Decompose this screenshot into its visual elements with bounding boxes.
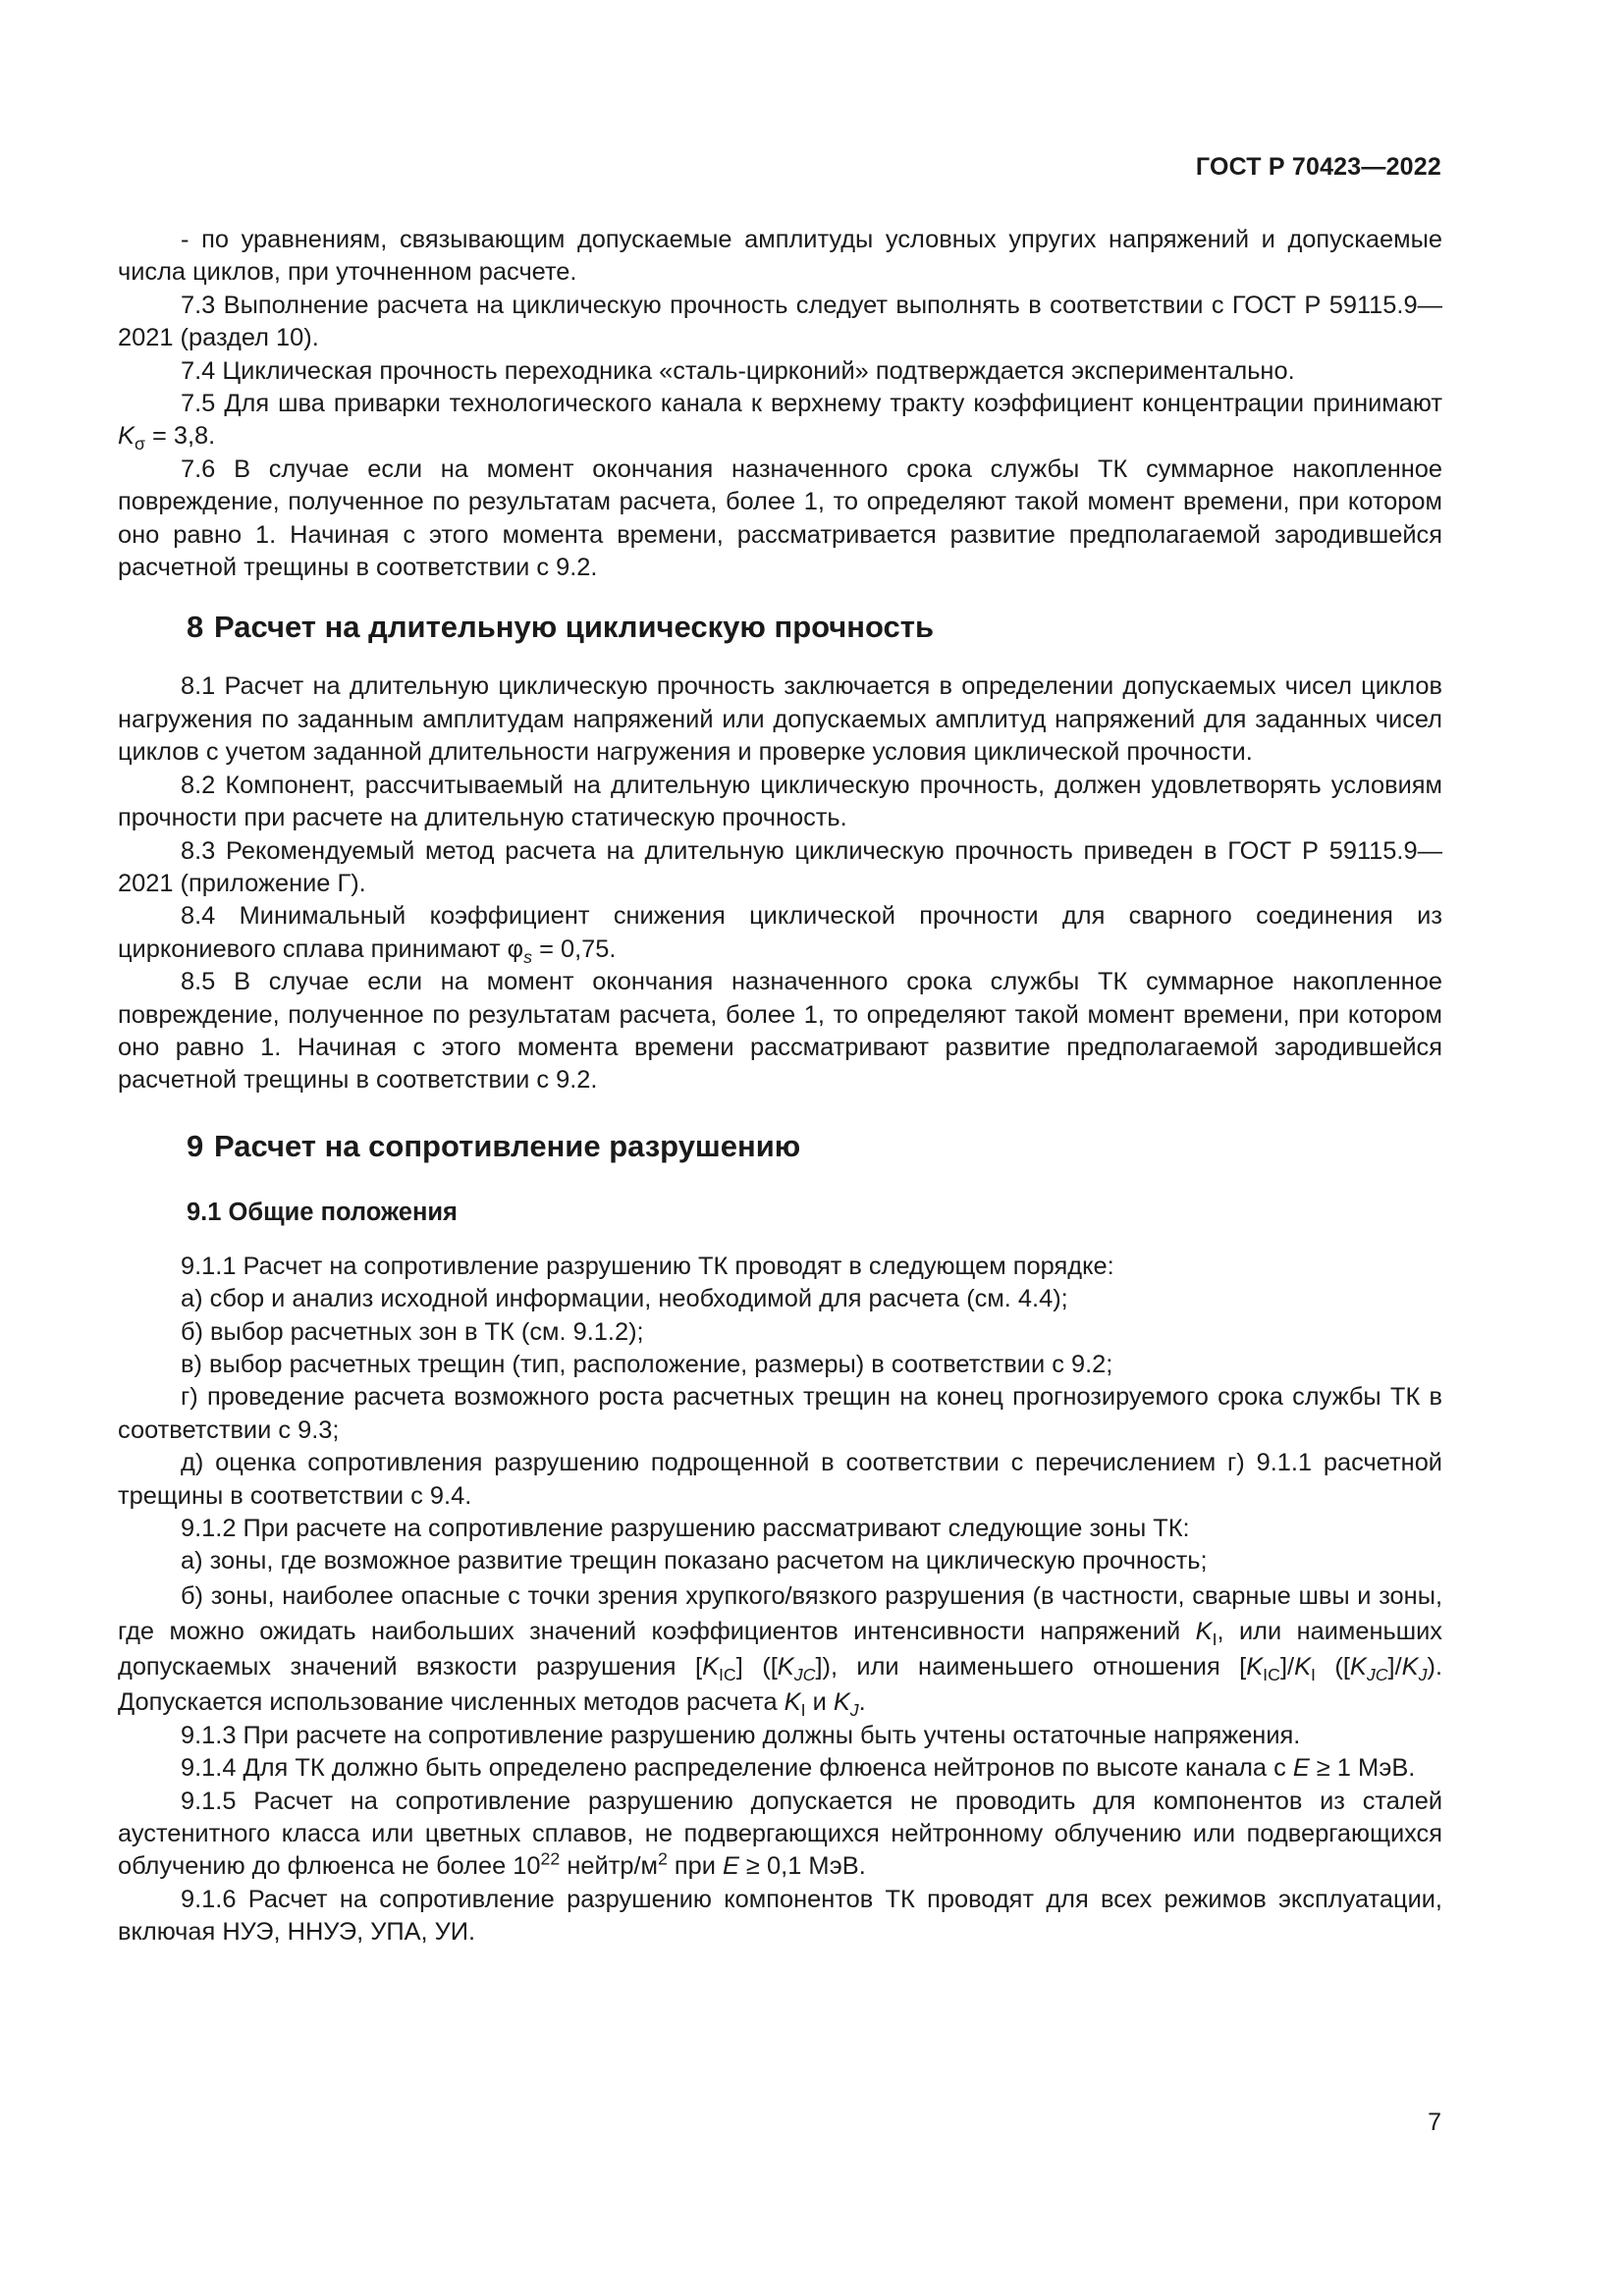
subscript: J [1418,1664,1428,1684]
paragraph-8-1: 8.1 Расчет на длительную циклическую прочность заключается в определении допускаемых чисел циклов нагружения по заданным амплитудам напряжений или допускаемых амплитуд напряжений для заданных чисел циклов с учетом заданной длительности нагружения и проверке условия циклической прочности. [118,672,1442,767]
paragraph-text: ]), или наименьшего отношения [ [815,1652,1247,1681]
paragraph-text: 7.5 Для шва приварки технологического канала к верхнему тракту коэффициент концентрации принимают [181,390,1442,418]
symbol-e: E [723,1852,739,1881]
list-item-a: а) сбор и анализ исходной информации, необходимой для расчета (см. 4.4); [181,1285,1068,1313]
section-number: 8 [187,610,204,645]
symbol-k: K [833,1687,850,1716]
subscript: JC [793,1664,816,1684]
symbol-k: K [784,1687,801,1716]
paragraph-text: 9.1.5 Расчет на сопротивление разрушению допускается не проводить для компонентов из сталей аустенитного класса или цветных сплавов, не подвергающихся нейтронному облучению или подвергающихся облучению до флюенса не более 10 [118,1787,1442,1881]
paragraph-text: ). Допускается использование численных методов расчета [118,1652,1442,1716]
paragraph-9-1-1: 9.1.1 Расчет на сопротивление разрушению ТК проводят в следующем порядке: [181,1252,1114,1280]
subsection-9-1-heading: 9.1 Общие положения [187,1198,458,1226]
document-body [118,224,1442,1949]
paragraph-text: = 3,8. [144,422,216,451]
paragraph-text: ≥ 0,1 МэВ. [738,1852,866,1881]
paragraph-text: ≥ 1 МэВ. [1309,1754,1416,1783]
paragraph-9-1-2-b [118,1578,1442,1720]
subscript: I [1212,1629,1218,1649]
subscript: I [800,1699,806,1720]
section-8-heading [187,608,1442,647]
paragraph-intro: - по уравнениям, связывающим допускаемые амплитуды условных упругих напряжений и допускаемые числа циклов, при уточненном расчете. [118,226,1442,287]
paragraph-8-3: 8.3 Рекомендуемый метод расчета на длительную циклическую прочность приведен в ГОСТ Р 59115.9—2021 (приложение Г). [118,836,1442,897]
superscript: 22 [540,1848,561,1869]
paragraph-7-5 [118,388,1442,454]
symbol-k: K [1294,1652,1311,1681]
subscript: JC [1366,1664,1388,1684]
symbol-k: K [1401,1652,1419,1681]
section-9-heading [187,1127,1442,1166]
symbol-k: K [777,1652,794,1681]
paragraph-text: ]/ [1387,1652,1402,1681]
subscript: J [849,1699,859,1720]
paragraph-8-5: 8.5 В случае если на момент окончания назначенного срока службы ТК суммарное накопленное повреждение, полученное по результатам расчета, более 1, то определяют такой момент времени, при котором оно равно 1. Начиная с этого момента времени рассматривают развитие предполагаемой зародившейся расчетной трещины в соответствии с 9.2. [118,968,1442,1095]
symbol-k: K [1195,1617,1213,1645]
paragraph-9-1-5 [118,1786,1442,1884]
subscript: σ [134,434,145,454]
list-item-g: г) проведение расчета возможного роста расчетных трещин на конец прогнозируемого срока службы ТК в соответствии с 9.3; [118,1383,1442,1444]
subscript: IC [719,1664,736,1684]
paragraph-text: 8.4 Минимальный коэффициент снижения циклической прочности для сварного соединения из циркониевого сплава принимают [118,902,1442,963]
document-header: ГОСТ Р 70423—2022 [1195,153,1441,181]
section-title: Расчет на сопротивление разрушению [214,1128,801,1163]
list-item-v: в) выбор расчетных трещин (тип, расположение, размеры) в соответствии с 9.2; [181,1350,1113,1378]
paragraph-9-1-6: 9.1.6 Расчет на сопротивление разрушению компонентов ТК проводят для всех режимов эксплуатации, включая НУЭ, ННУЭ, УПА, УИ. [118,1885,1442,1947]
subscript: IC [1263,1664,1280,1684]
paragraph-9-1-4 [118,1752,1442,1785]
symbol-k: K [1246,1652,1264,1681]
paragraph-text: б) зоны, наиболее опасные с точки зрения хрупкого/вязкого разрушения (в частности, сварные швы и зоны, где можно ожидать наибольших значений коэффициентов интенсивности напряжений [118,1581,1442,1645]
section-number: 9 [187,1128,204,1163]
paragraph-text: . [858,1687,866,1716]
superscript: 2 [657,1848,668,1869]
paragraph-8-2: 8.2 Компонент, рассчитываемый на длительную циклическую прочность, должен удовлетворять условиям прочности при расчете на длительную статическую прочность. [118,771,1442,832]
symbol-e: E [1292,1754,1310,1783]
paragraph-9-1-3: 9.1.3 При расчете на сопротивление разрушению должны быть учтены остаточные напряжения. [181,1721,1301,1749]
paragraph-9-1-2: 9.1.2 При расчете на сопротивление разрушению рассматривают следующие зоны ТК: [181,1515,1190,1542]
paragraph-text: при [667,1852,724,1881]
list-item-b: б) выбор расчетных зон в ТК (см. 9.1.2); [181,1317,644,1346]
symbol-k: K [1349,1652,1367,1681]
page-number: 7 [1428,2109,1441,2136]
paragraph-7-4: 7.4 Циклическая прочность переходника «сталь-цирконий» подтверждается экспериментально. [181,356,1295,385]
paragraph-text: = 0,75. [532,934,617,963]
symbol-phi: φ [507,934,524,963]
paragraph-text: ] ([ [735,1652,778,1681]
paragraph-text: ]/ [1279,1652,1295,1681]
paragraph-8-4 [118,900,1442,966]
symbol-k: K [118,422,135,451]
paragraph-text: ([ [1315,1652,1350,1681]
paragraph-9-1-2-a: а) зоны, где возможное развитие трещин показано расчетом на циклическую прочность; [181,1547,1208,1575]
paragraph-text: 9.1.4 Для ТК должно быть определено распределение флюенса нейтронов по высоте канала с [181,1754,1293,1783]
paragraph-7-6: 7.6 В случае если на момент окончания назначенного срока службы ТК суммарное накопленное повреждение, полученное по результатам расчета, более 1, то определяют такой момент времени, при котором оно равно 1. Начиная с этого момента времени, рассматривается развитие предполагаемой зародившейся расчетной трещины в соответствии с 9.2. [118,454,1442,582]
section-title: Расчет на длительную циклическую прочность [214,610,935,645]
subscript: s [523,946,533,967]
paragraph-7-3: 7.3 Выполнение расчета на циклическую прочность следует выполнять в соответствии с ГОСТ Р 59115.9—2021 (раздел 10). [118,291,1442,352]
paragraph-text: нейтр/м [560,1852,658,1881]
paragraph-text: и [805,1687,834,1716]
subscript: I [1311,1664,1316,1684]
symbol-k: K [702,1652,719,1681]
list-item-d: д) оценка сопротивления разрушению подрощенной в соответствии с перечислением г) 9.1.1 расчетной трещины в соответствии с 9.4. [118,1449,1442,1510]
paragraph-text: , или наименьших допускаемых значений вязкости разрушения [ [118,1617,1442,1681]
